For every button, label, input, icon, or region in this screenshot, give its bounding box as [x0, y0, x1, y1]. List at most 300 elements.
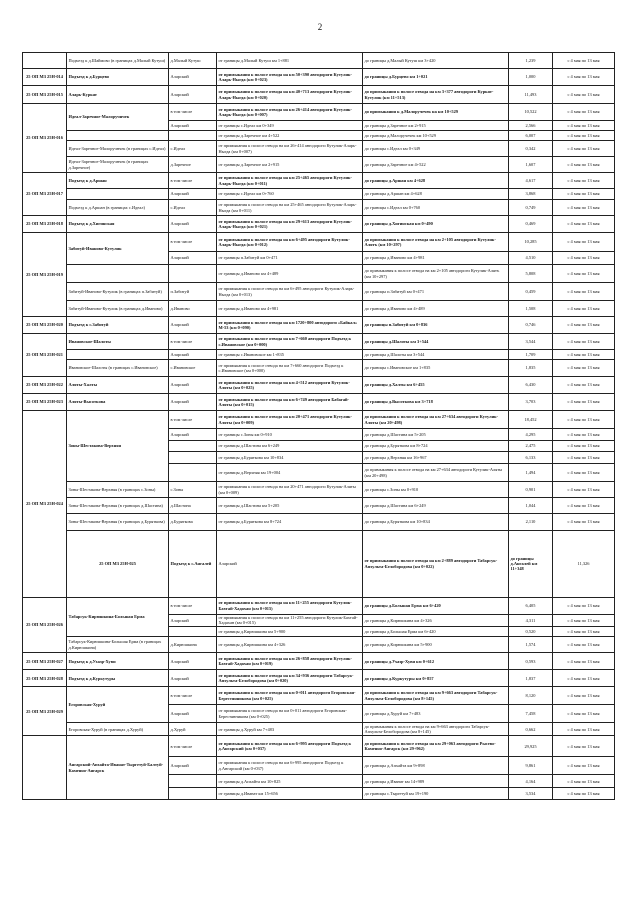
settlement-cell: Аларский [169, 350, 217, 360]
segment-end-cell: до примыкания к полосе отвода на км 9+663 автодороги Табарсук-Апхульта-Белобородова (км 8+145) [363, 723, 509, 736]
segment-end-cell: до границы д.Шалоты км 3+544 [363, 350, 509, 360]
segment-start-cell: от примыкания к полосе отвода на км 2+889 автодороги Табарсук-Апхульта-Белобородова (км 0+022) [363, 531, 509, 598]
settlement-cell: Аларский [169, 394, 217, 411]
road-name-cell: Ивановское-Шалоты (в границах с.Ивановское) [67, 360, 169, 377]
settlement-cell: Аларский [169, 121, 217, 131]
segment-start-cell: от границы д.Иванат км 15+656 [217, 788, 363, 800]
length-cell: 0,662 [509, 723, 553, 736]
length-cell: 0,593 [509, 653, 553, 670]
segment-end-cell: до границы с.Ивановское км 1+835 [363, 360, 509, 377]
settlement-cell: Аларский [169, 670, 217, 687]
segment-end-cell: до границы д.Кирюшкина км 5+900 [363, 637, 509, 653]
segment-start-cell: от границы д.Хуруй км 7+483 [217, 723, 363, 736]
length-cell: 10,522 [509, 104, 553, 121]
period-cell: с 4 мая по 13 мая [553, 200, 615, 216]
length-cell: 18,452 [509, 411, 553, 429]
road-name-cell: Забитуй-Иваново-Кутулик (в границах д.Иваново) [67, 301, 169, 317]
settlement-cell: в том числе [169, 597, 217, 614]
settlement-cell: в том числе [169, 334, 217, 350]
road-name-cell: Забитуй-Иваново-Кутулик (в границах п.Забитуй) [67, 283, 169, 301]
segment-end-cell: до примыкания к д.Малоручечек на км 10+529 [363, 104, 509, 121]
segment-start-cell: от границы д.Буряткова км 8+724 [217, 514, 363, 531]
table-row [23, 53, 615, 69]
length-cell: 2,110 [509, 514, 553, 531]
length-cell: 2,566 [509, 121, 553, 131]
settlement-cell [169, 775, 217, 788]
period-cell: с 4 мая по 13 мая [553, 775, 615, 788]
road-name-cell: Аляты-Высоткова [67, 394, 169, 411]
period-cell: с 4 мая по 13 мая [553, 189, 615, 200]
length-cell: 3,544 [509, 334, 553, 350]
segment-start-cell: от примыкания к полосе отвода на км 7+660 автодороги Подъезд к с.Ивановское (км 0+000) [217, 360, 363, 377]
settlement-cell: с.Идеал [169, 200, 217, 216]
segment-end-cell: до границы д.Большая Ерма км 6+420 [363, 627, 509, 637]
table-row [23, 498, 615, 514]
segment-start-cell: от границы с.Ивановское км 1+835 [217, 350, 363, 360]
segment-end-cell: до примыкания к полосе отвода на км 27+634 автодороги Кутулик-Аляты (км 20+498) [363, 464, 509, 482]
segment-end-cell: до границы п.Забитуй км 0+836 [363, 317, 509, 334]
period-cell: с 4 мая по 13 мая [553, 121, 615, 131]
table-row [23, 637, 615, 653]
length-cell: 4,311 [509, 614, 553, 627]
period-cell: с 4 мая по 13 мая [553, 53, 615, 69]
period-cell: с 4 мая по 13 мая [553, 705, 615, 723]
table-row [23, 301, 615, 317]
road-name-cell: Подъезд к д.Хигинская [67, 216, 169, 233]
road-code-cell: 25 ОП МЗ 25Н-016 [23, 104, 67, 173]
length-cell: 0,469 [509, 216, 553, 233]
segment-end-cell: до границы д.Буряткова км 10+834 [363, 514, 509, 531]
length-cell: 6,133 [509, 452, 553, 464]
period-cell: с 4 мая по 13 мая [553, 788, 615, 800]
length-cell: 1,239 [509, 53, 553, 69]
period-cell: с 4 мая по 13 мая [553, 441, 615, 452]
road-code-cell: 25 ОП МЗ 25Н-022 [23, 377, 67, 394]
segment-start-cell: от примыкания к полосе отвода на км 1720+800 автодороги «Байкал» М-53 (км 0+090) [217, 317, 363, 334]
length-cell: 1,044 [509, 498, 553, 514]
settlement-cell: д.Иваново [169, 301, 217, 317]
segment-start-cell: от границы д.Заречное км 2+915 [217, 157, 363, 173]
road-code-cell [23, 53, 67, 69]
settlement-cell: д.Буряткова [169, 514, 217, 531]
road-code-cell: 25 ОП МЗ 25Н-028 [23, 670, 67, 687]
settlement-cell [169, 265, 217, 283]
road-name-cell: Подъезд к д.Аршан (в границах с.Идеал) [67, 200, 169, 216]
road-name-cell: Идеал-Заречное-Малоручнчек (в границах с.Идеал) [67, 141, 169, 157]
road-code-cell: 25 ОП МЗ 25Н-015 [23, 86, 67, 104]
segment-start-cell: от примыкания к полосе отвода на км 50+390 автодороги Кутулик-Аларь-Ныгда (км 0+023) [217, 69, 363, 86]
table-row [23, 377, 615, 394]
table-row [23, 86, 615, 104]
segment-start-cell: от примыкания к полосе отвода на км 6+749 автодороги Бабагай-Аляты (км 0+015) [217, 394, 363, 411]
segment-end-cell: до границы п.Забитуй км 0+471 [363, 283, 509, 301]
period-cell: с 4 мая по 13 мая [553, 377, 615, 394]
period-cell: с 4 мая по 13 мая [553, 317, 615, 334]
length-cell: 0,459 [509, 283, 553, 301]
segment-end-cell: до границы д.Заречное км 4+522 [363, 157, 509, 173]
segment-start-cell: от границы д.Шастина км 5+205 [217, 498, 363, 514]
segment-end-cell: до границы д.Ангалей км 11+348 [509, 531, 553, 598]
road-name-cell: Забитуй-Иваново-Кутулик [67, 233, 169, 265]
period-cell: с 4 мая по 13 мая [553, 482, 615, 498]
table-row [23, 514, 615, 531]
period-cell: с 4 мая по 13 мая [553, 736, 615, 757]
period-cell: с 4 мая по 13 мая [553, 670, 615, 687]
length-cell: 0,901 [509, 482, 553, 498]
period-cell: с 4 мая по 13 мая [553, 283, 615, 301]
road-name-cell: Идеал-Заречное-Малоручнчек [67, 104, 169, 131]
road-name-cell: Зоны-Шестакова-Верхняя (в границах д.Буряткова) [67, 514, 169, 531]
segment-end-cell: до границы д.Шастина км 6+249 [363, 498, 509, 514]
segment-start-cell: от границы д.Иваново км 4+489 [217, 265, 363, 283]
segment-start-cell: от примыкания к полосе отвода на км 11+255 автодороги Кутулик-Бахтай-Хадахан (км 0+015) [217, 597, 363, 614]
length-cell: 9,861 [509, 757, 553, 775]
length-cell: 3,534 [509, 788, 553, 800]
segment-end-cell: до границы д.Иваново км 4+489 [363, 301, 509, 317]
period-cell: с 4 мая по 13 мая [553, 86, 615, 104]
road-name-cell: Егоровская-Хуруй [67, 687, 169, 723]
road-name-cell: Зоны-Шестакова-Верхняя [67, 411, 169, 482]
length-cell: 29,925 [509, 736, 553, 757]
length-cell: 0,520 [509, 627, 553, 637]
settlement-cell: Аларский [217, 531, 363, 598]
segment-start-cell: от границы д.Иваново км 4+981 [217, 301, 363, 317]
table-row [23, 173, 615, 189]
segment-start-cell: от примыкания к полосе отвода на км 29+613 автодороги Кутулик-Аларь-Ныгда (км 0+021) [217, 216, 363, 233]
settlement-cell: Аларский [169, 317, 217, 334]
table-row [23, 69, 615, 86]
road-name-cell: Егоровская-Хуруй (в границах д.Хуруй) [67, 723, 169, 736]
segment-start-cell: от примыкания к полосе отвода на км 25+465 автодороги Кутулик-Аларь-Ныгда (км 0+011) [217, 200, 363, 216]
settlement-cell: Аларский [169, 377, 217, 394]
settlement-cell: Аларский [169, 429, 217, 441]
table-row [23, 200, 615, 216]
segment-start-cell: от границы п.Забитуй км 0+471 [217, 252, 363, 265]
segment-start-cell: от границы д.Малый Кутуш км 1+881 [217, 53, 363, 69]
road-code-cell: 25 ОП МЗ 25Н-025 [67, 531, 169, 598]
segment-start-cell: от примыкания к полосе отвода на км 25+465 автодороги Кутулик-Аларь-Ныгда (км 0+011) [217, 173, 363, 189]
period-cell: с 4 мая по 13 мая [553, 429, 615, 441]
length-cell: 10,285 [509, 233, 553, 252]
road-name-cell: Ангарский-Апхайта-Иванат-Тыргетуй-Балтуй-Каменно-Ангарск [67, 736, 169, 800]
segment-start-cell: от примыкания к полосе отвода на км 40+713 автодороги Кутулик-Аларь-Ныгда (км 0+020) [217, 86, 363, 104]
period-cell: с 4 мая по 13 мая [553, 627, 615, 637]
segment-start-cell: от примыкания к полосе отвода на км 0+011 автодороги Егоровская-Берестянникова (км 0+025) [217, 687, 363, 705]
segment-start-cell: от примыкания к полосе отвода на км 6+495 автодороги Кутулик-Аларь-Ныгда (км 0+013) [217, 283, 363, 301]
segment-end-cell: до границы д.Бурцево км 1+021 [363, 69, 509, 86]
settlement-cell: Аларский [169, 86, 217, 104]
settlement-cell: в том числе [169, 104, 217, 121]
segment-end-cell: до границы д.Высоткова км 3+718 [363, 394, 509, 411]
road-code-cell: 25 ОП МЗ 25Н-021 [23, 334, 67, 377]
segment-end-cell: до границы д.Верхняя км 16+967 [363, 452, 509, 464]
segment-end-cell: до примыкания к полосе отвода на км 9+663 автодороги Табарсук-Апхульта-Белобородова (км 8+145) [363, 687, 509, 705]
table-row [23, 687, 615, 705]
road-name-cell: Подъезд к с.Забитуй [67, 317, 169, 334]
settlement-cell: д.Малый Кутуш [169, 53, 217, 69]
road-name-cell: Ивановское-Шалоты [67, 334, 169, 350]
length-cell: 5,808 [509, 265, 553, 283]
settlement-cell: п.Забитуй [169, 283, 217, 301]
period-cell: с 4 мая по 13 мая [553, 653, 615, 670]
segment-start-cell: от примыкания к полосе отвода на км 0+011 автодороги Егоровская-Берестянникова (км 0+025) [217, 705, 363, 723]
table-row [23, 723, 615, 736]
period-cell: с 4 мая по 13 мая [553, 498, 615, 514]
segment-start-cell: от границы д.Кирюшкина км 4+326 [217, 637, 363, 653]
length-cell: 6,007 [509, 131, 553, 141]
road-code-cell: 25 ОП МЗ 25Н-018 [23, 216, 67, 233]
length-cell: 1,835 [509, 360, 553, 377]
table-row [23, 531, 615, 598]
period-cell: с 4 мая по 13 мая [553, 104, 615, 121]
segment-start-cell: от примыкания к полосе отвода на км 20+471 автодороги Кутулик-Аляты (км 0+009) [217, 482, 363, 498]
segment-end-cell: до примыкания к полосе отвода на км 27+634 автодороги Кутулик-Аляты (км 20+498) [363, 411, 509, 429]
table-row [23, 131, 615, 141]
length-cell: 2,475 [509, 441, 553, 452]
settlement-cell: Аларский [169, 252, 217, 265]
length-cell: 1,508 [509, 301, 553, 317]
segment-start-cell: от границы с.Идеал км 0+760 [217, 189, 363, 200]
period-cell: с 4 мая по 13 мая [553, 301, 615, 317]
road-name-cell: Подъезд к д.Ухазр-Хуви [67, 653, 169, 670]
settlement-cell: в том числе [169, 687, 217, 705]
settlement-cell: с.Зоны [169, 482, 217, 498]
segment-end-cell: до границы д.Малый Кутуш км 3+420 [363, 53, 509, 69]
segment-start-cell: от границы д.Верхняя км 19+004 [217, 464, 363, 482]
period-cell: с 4 мая по 13 мая [553, 723, 615, 736]
length-cell: 4,295 [509, 429, 553, 441]
length-cell: 4,617 [509, 173, 553, 189]
road-code-cell: 25 ОП МЗ 25Н-023 [23, 394, 67, 411]
road-code-cell: 25 ОП МЗ 25Н-026 [23, 597, 67, 653]
period-cell: с 4 мая по 13 мая [553, 265, 615, 283]
road-code-cell: 25 ОП МЗ 25Н-019 [23, 233, 67, 317]
period-cell: с 4 мая по 13 мая [553, 350, 615, 360]
table-row [23, 283, 615, 301]
period-cell: с 4 мая по 13 мая [553, 157, 615, 173]
road-name-cell: Подъезд к с.Ангалей [169, 531, 217, 598]
segment-end-cell: до границы д.Ухазр-Хуви км 0+612 [363, 653, 509, 670]
road-code-cell: 25 ОП МЗ 25Н-020 [23, 317, 67, 334]
segment-end-cell: до границы д.Аршан км 4+628 [363, 173, 509, 189]
segment-end-cell: до границы д.Кирюшкина км 4+326 [363, 614, 509, 627]
length-cell: 4,164 [509, 775, 553, 788]
period-cell: с 4 мая по 13 мая [553, 394, 615, 411]
segment-end-cell: до примыкания к полосе отвода на км 2+105 автодороги Кутулик-Алятъ (км 10+297) [363, 233, 509, 252]
road-code-cell: 25 ОП МЗ 25Н-029 [23, 687, 67, 736]
settlement-cell: в том числе [169, 233, 217, 252]
segment-end-cell: до границы с.Зоны км 0+910 [363, 482, 509, 498]
segment-start-cell: от примыкания к полосе отвода на км 34+936 автодороги Табарсук-Апхульта-Белобородова (км 0+020) [217, 670, 363, 687]
segment-start-cell: от примыкания к полосе отвода на км 26+414 автодороги Кутулик-Аларь-Ныгда (км 0+007) [217, 141, 363, 157]
segment-end-cell: до границы с.Идеал км 0+760 [363, 200, 509, 216]
road-name-cell [67, 350, 169, 360]
period-cell: с 4 мая по 13 мая [553, 464, 615, 482]
settlement-cell [169, 627, 217, 637]
table-row [23, 653, 615, 670]
segment-start-cell: от примыкания к полосе отвода на км 20+471 автодороги Кутулик-Аляты (км 0+009) [217, 411, 363, 429]
settlement-cell: д.Кирюшкина [169, 637, 217, 653]
table-row [23, 216, 615, 233]
settlement-cell: в том числе [169, 173, 217, 189]
settlement-cell: Аларский [169, 69, 217, 86]
length-cell: 1,000 [509, 69, 553, 86]
segment-end-cell: до границы д.Большая Ерма км 6+420 [363, 597, 509, 614]
road-name-cell: Подъезд к д.Аршан [67, 173, 169, 189]
road-name-cell: Табарсук-Кирюшкина-Большая Ерма (в границах д.Кирюшкина) [67, 637, 169, 653]
period-cell: с 4 мая по 13 мая [553, 360, 615, 377]
segment-end-cell: до границы д.Хигинская км 0+490 [363, 216, 509, 233]
period-cell: с 4 мая по 13 мая [553, 637, 615, 653]
road-code-cell: 25 ОП МЗ 25Н-027 [23, 653, 67, 670]
segment-end-cell: до примыкания к полосе отвода на км 2+105 автодороги Кутулик-Алятъ (км 10+297) [363, 265, 509, 283]
period-cell: с 4 мая по 13 мая [553, 757, 615, 775]
table-row [23, 736, 615, 757]
length-cell: 1,837 [509, 670, 553, 687]
settlement-cell: Аларский [169, 216, 217, 233]
table-row [23, 482, 615, 498]
period-cell: с 4 мая по 13 мая [553, 131, 615, 141]
road-name-cell: Подъезд к д.Бурцево [67, 69, 169, 86]
segment-end-cell: до границы д.Хуруй км 7+483 [363, 705, 509, 723]
segment-start-cell: от примыкания к полосе отвода на км 11+255 автодороги Кутулик-Бахтай-Хадахан (км 0+015) [217, 614, 363, 627]
length-cell: 11,326 [553, 531, 615, 598]
length-cell: 0,746 [509, 317, 553, 334]
road-code-cell: 25 ОП МЗ 25Н-017 [23, 173, 67, 216]
length-cell: 1,574 [509, 637, 553, 653]
table-row [23, 265, 615, 283]
road-name-cell: Подъезд к д.Шаймово (в границах д.Малый Кутуш) [67, 53, 169, 69]
segment-end-cell: до границы д.Буряткова км 8+724 [363, 441, 509, 452]
table-row [23, 670, 615, 687]
length-cell: 0,749 [509, 200, 553, 216]
segment-end-cell: до границы д.Заречное км 2+915 [363, 121, 509, 131]
period-cell: с 4 мая по 13 мая [553, 216, 615, 233]
settlement-cell: Аларский [169, 757, 217, 775]
table-row [23, 597, 615, 614]
road-code-cell [23, 736, 67, 800]
settlement-cell: в том числе [169, 411, 217, 429]
length-cell: 6,405 [509, 597, 553, 614]
length-cell: 1,709 [509, 350, 553, 360]
segment-start-cell: от примыкания к полосе отвода на км 7+660 автодороги Подъезд к с.Ивановское (км 0+000) [217, 334, 363, 350]
period-cell: с 4 мая по 13 мая [553, 173, 615, 189]
settlement-cell: в том числе [169, 736, 217, 757]
segment-end-cell: до границы д.Куркутуры км 0+857 [363, 670, 509, 687]
table-row [23, 233, 615, 252]
segment-end-cell: до границы д.Апхайта км 9+898 [363, 757, 509, 775]
segment-start-cell: от границы д.Шастина км 6+249 [217, 441, 363, 452]
settlement-cell: с.Ивановское [169, 360, 217, 377]
road-name-cell [67, 265, 169, 283]
road-code-cell: 25 ОП МЗ 25Н-014 [23, 69, 67, 86]
length-cell: 6,430 [509, 377, 553, 394]
road-name-cell: Подъезд к д.Куркутуры [67, 670, 169, 687]
period-cell: с 4 мая по 13 мая [553, 452, 615, 464]
segment-end-cell: до границы с.Тыргетуй км 19+190 [363, 788, 509, 800]
period-cell: с 4 мая по 13 мая [553, 687, 615, 705]
settlement-cell: д.Шастина [169, 498, 217, 514]
segment-end-cell: до границы д.Иванат км 14+989 [363, 775, 509, 788]
segment-start-cell: от границы с.Идеал км 0+349 [217, 121, 363, 131]
length-cell: 0,342 [509, 141, 553, 157]
settlement-cell: Аларский [169, 189, 217, 200]
table-row [23, 317, 615, 334]
road-name-cell: Зоны-Шестакова-Верхняя (в границах с.Зоны) [67, 482, 169, 498]
segment-end-cell: до примыкания к полосе отвода на км 3+377 автодороги Куркат-Кутулик (км 11+513) [363, 86, 509, 104]
length-cell: 7,458 [509, 705, 553, 723]
segment-start-cell: от границы д.Кирюшкина км 5+900 [217, 627, 363, 637]
settlement-cell [169, 788, 217, 800]
settlement-cell [169, 131, 217, 141]
period-cell: с 4 мая по 13 мая [553, 69, 615, 86]
segment-start-cell: от границы д.Апхайта км 10+825 [217, 775, 363, 788]
segment-start-cell: от примыкания к полосе отвода на км 6+495 автодороги Кутулик-Аларь-Ныгда (км 0+012) [217, 233, 363, 252]
period-cell: с 4 мая по 13 мая [553, 411, 615, 429]
table-row [23, 141, 615, 157]
road-name-cell: Идеал-Заречное-Малоручнчек (в границах д.Заречное) [67, 157, 169, 173]
settlement-cell: Аларский [169, 614, 217, 627]
segment-end-cell: до границы д.Аршан км 4+628 [363, 189, 509, 200]
road-code-cell: 25 ОП МЗ 25Н-024 [23, 411, 67, 598]
settlement-cell: д.Заречное [169, 157, 217, 173]
period-cell: с 4 мая по 13 мая [553, 597, 615, 614]
period-cell: с 4 мая по 13 мая [553, 514, 615, 531]
road-name-cell: Аляты-Халты [67, 377, 169, 394]
table-row [23, 189, 615, 200]
period-cell: с 4 мая по 13 мая [553, 252, 615, 265]
table-row [23, 411, 615, 429]
page-number: 2 [317, 22, 323, 32]
road-name-cell: Аларь-Куркат [67, 86, 169, 104]
road-closure-table [22, 52, 615, 800]
settlement-cell: д.Хуруй [169, 723, 217, 736]
segment-end-cell: до границы с.Идеал км 0+349 [363, 141, 509, 157]
table-row [23, 360, 615, 377]
settlement-cell: Аларский [169, 653, 217, 670]
table-row [23, 394, 615, 411]
period-cell: с 4 мая по 13 мая [553, 141, 615, 157]
length-cell: 3,703 [509, 394, 553, 411]
table-row [23, 157, 615, 173]
length-cell: 3,868 [509, 189, 553, 200]
period-cell: с 4 мая по 13 мая [553, 614, 615, 627]
table-row [23, 350, 615, 360]
length-cell: 4,510 [509, 252, 553, 265]
table-row [23, 104, 615, 121]
segment-end-cell: до границы д.Малоручечек км 10+529 [363, 131, 509, 141]
road-name-cell: Зоны-Шестакова-Верхняя (в границах д.Шастина) [67, 498, 169, 514]
segment-end-cell: до границы д.Иваново км 4+981 [363, 252, 509, 265]
length-cell: 11,493 [509, 86, 553, 104]
segment-end-cell: до границы д.Шалоты км 3+544 [363, 334, 509, 350]
segment-start-cell: от границы д.Заречное км 4+522 [217, 131, 363, 141]
segment-end-cell: до примыкания к полосе отвода на км 29+063 автодороги Рысево-Каменно-Ангарск (км 29+962) [363, 736, 509, 757]
table-row [23, 334, 615, 350]
segment-end-cell: до границы д.Шастина км 5+205 [363, 429, 509, 441]
segment-start-cell: от границы д.Буряткова км 10+834 [217, 452, 363, 464]
segment-start-cell: от границы с.Зоны км 0+910 [217, 429, 363, 441]
period-cell: с 4 мая по 13 мая [553, 233, 615, 252]
road-name-cell [67, 189, 169, 200]
length-cell: 1,494 [509, 464, 553, 482]
period-cell: с 4 мая по 13 мая [553, 334, 615, 350]
settlement-cell [169, 464, 217, 482]
settlement-cell [169, 452, 217, 464]
segment-end-cell: до границы д.Халты км 6+455 [363, 377, 509, 394]
settlement-cell: Аларский [169, 705, 217, 723]
segment-start-cell: от примыкания к полосе отвода на км 26+858 автодороги Кутулик-Бахтай-Хадахан (км 0+019) [217, 653, 363, 670]
